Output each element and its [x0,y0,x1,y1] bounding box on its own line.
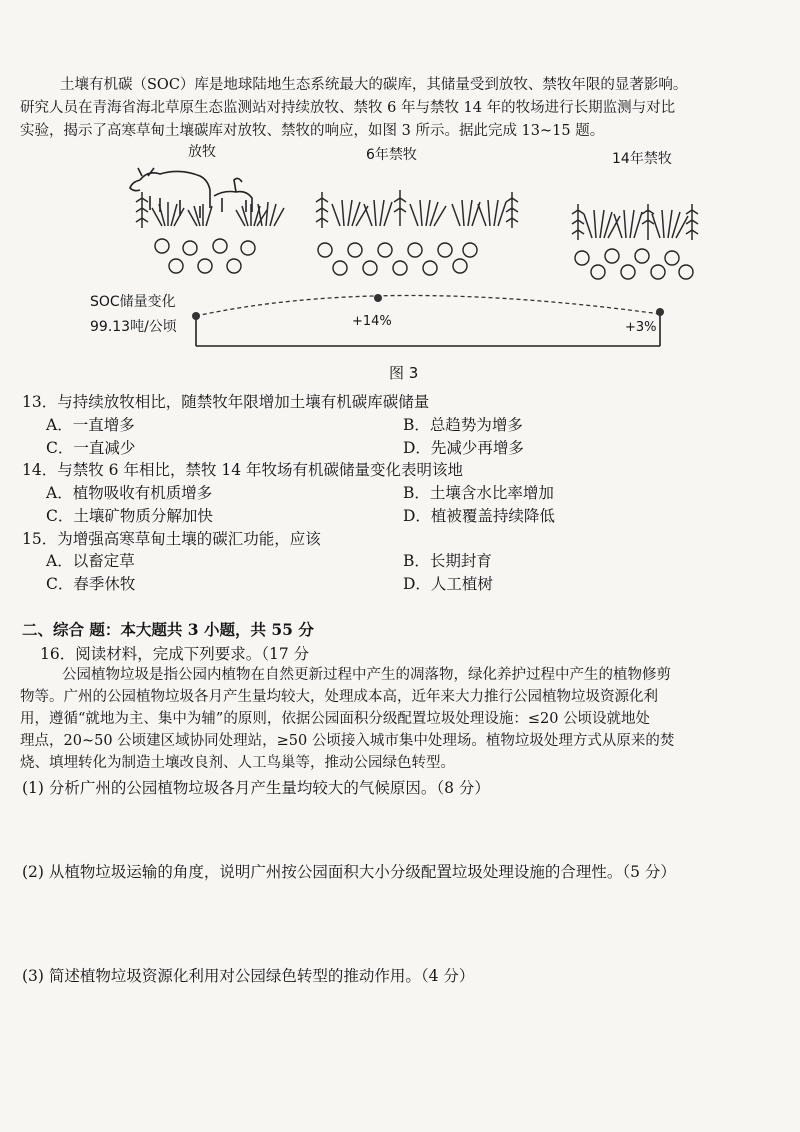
q14-option-a: A．植物吸收有机质增多 [46,484,213,502]
q16-material-line-2: 物等。广州的公园植物垃圾各月产生量均较大，处理成本高，近年来大力推行公园植物垃圾资源化利 [20,689,658,705]
q14-option-c: C．土壤矿物质分解加快 [46,507,213,525]
q16-sub-question-3: (3) 简述植物垃圾资源化利用对公园绿色转型的推动作用。（4 分） [22,967,475,985]
q14-option-b: B．土壤含水比率增加 [403,484,554,502]
q16-sub-question-2: (2) 从植物垃圾运输的角度，说明广州按公园面积大小分级配置垃圾处理设施的合理性。（5 分） [22,863,676,881]
soil-carbon-particles [155,239,693,279]
q13-option-a: A．一直增多 [46,416,135,434]
q16-material-line-4: 理点，20~50 公顷建区域协同处理站，≥50 公顷接入城市集中处理场。植物垃圾处理方式从原来的焚 [20,733,675,749]
q13-option-d: D．先减少再增多 [403,439,524,457]
q15-option-a: A．以畜定草 [46,552,135,570]
soc-point-grazing [192,312,200,320]
grazing-animals-illustration [130,168,252,218]
q15-option-b: B．长期封育 [403,552,492,570]
intro-line-1: 土壤有机碳（SOC）库是地球陆地生态系统最大的碳库，其储量受到放牧、禁牧年限的显著影响。 [60,77,688,93]
soc-change-1: +14% [352,314,392,329]
intro-line-3: 实验，揭示了高寒草甸土壤碳库对放牧、禁牧的响应，如图 3 所示。据此完成 13~15 题。 [20,123,605,139]
section-2-heading: 二、综合 题：本大题共 3 小题，共 55 分 [22,620,314,639]
q13-option-b: B．总趋势为增多 [403,416,523,434]
q14-stem: 14．与禁牧 6 年相比，禁牧 14 年牧场有机碳储量变化表明该地 [22,461,464,479]
q16-material-line-3: 用，遵循“就地为主、集中为辅”的原则，依据公园面积分级配置垃圾处理设施：≤20 公顷设就地处 [20,711,651,727]
q16-material-line-1: 公园植物垃圾是指公园内植物在自然更新过程中产生的凋落物，绿化养护过程中产生的植物修剪 [62,667,671,683]
q16-title: 16．阅读材料，完成下列要求。（17 分 [40,645,310,663]
q15-option-d: D．人工植树 [403,575,493,593]
panel-label-grazing: 放牧 [188,144,216,160]
soc-point-14yr [656,308,664,316]
figure-caption: 图 3 [389,364,419,382]
intro-line-2: 研究人员在青海省海北草原生态监测站对持续放牧、禁牧 6 年与禁牧 14 年的牧场进行长期监测与对比 [20,100,676,116]
q15-option-c: C．春季休牧 [46,575,136,593]
q13-stem: 13．与持续放牧相比，随禁牧年限增加土壤有机碳库碳储量 [22,393,430,411]
q13-option-c: C．一直减少 [46,439,136,457]
q16-material-line-5: 烧、填埋转化为制造土壤改良剂、人工鸟巢等，推动公园绿色转型。 [20,755,455,771]
soc-change-2: +3% [625,320,657,335]
soc-base-value: 99.13吨/公顷 [90,319,177,335]
q14-option-d: D．植被覆盖持续降低 [403,507,555,525]
panel-label-6yr: 6年禁牧 [366,147,417,163]
panel-label-14yr: 14年禁牧 [612,151,672,167]
soc-label: SOC储量变化 [90,294,176,310]
figure-3 [0,140,800,390]
q15-stem: 15．为增强高寒草甸土壤的碳汇功能，应该 [22,530,321,548]
6yr-grass [316,190,518,228]
soc-point-6yr [374,294,382,302]
14yr-grass [572,204,698,240]
soc-dashed-curve [196,295,660,316]
q16-sub-question-1: (1) 分析广州的公园植物垃圾各月产生量均较大的气候原因。（8 分） [22,779,490,797]
